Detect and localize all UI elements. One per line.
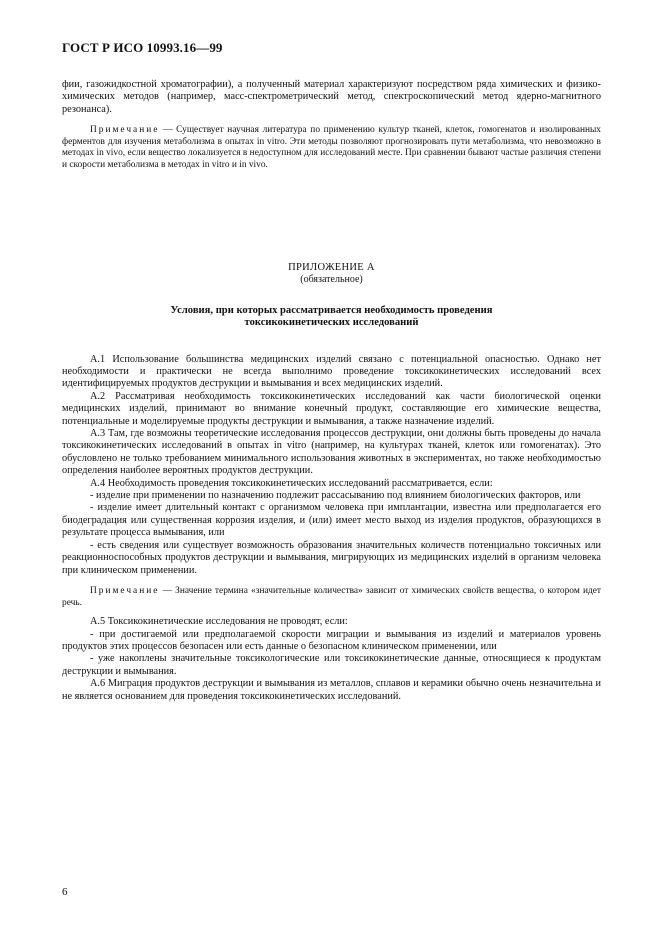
- annex-heading: [62, 305, 601, 330]
- clause-a2: А.2 Рассматривая необходимость токсикокинетических исследований как части биологической оценки медицинских изделий, принимают во внимание конечный продукт, составляющие его химические вещества, потенциальные и моделируемые продукты деструкции и вымывания, а также назначение изделий.: [62, 390, 601, 427]
- clause-a5-item-2: - уже накоплены значительные токсикологические или токсикокинетические данные, относящиеся к продуктам деструкции и вымывания.: [62, 653, 601, 677]
- clause-a5-intro: А.5 Токсикокинетические исследования не проводят, если:: [90, 616, 348, 628]
- note2-text: — Значение термина «значительные количества» зависит от химических свойств вещества, о котором идет речь.: [62, 585, 601, 608]
- note-label: Примечание: [90, 125, 160, 136]
- intro-paragraph: фии, газожидкостной хроматографии), а полученный материал характеризуют посредством ряда химических и физико-химических методов (например, масс-спектрометрический метод, спектроскопический метод ядерно-магнитного резонанса).: [62, 79, 601, 115]
- annex-heading-line2: токсикокинетических исследований: [244, 317, 419, 329]
- clause-a4-intro: А.4 Необходимость проведения токсикокинетических исследований рассматривается, если:: [90, 477, 493, 489]
- clause-a4-item-3: - есть сведения или существует возможность образования значительных количеств потенциально токсичных или реакционноспособных продуктов деструкции и вымывания, мигрирующих из медицинских изделий в организм человека при клиническом применении.: [62, 539, 601, 576]
- note2-label: Примечание: [90, 585, 160, 596]
- note-text: — Существует научная литература по применению культур тканей, клеток, гомогенатов и изолированных ферментов для изучения метаболизма в опытах in vitro. Эти методы позволяют прогнозировать пути метаболизма, что невозможно в методах in vivo, если вещество локализуется в недоступном для исследований месте. При сравнении бывают частые различия степени и скорости метаболизма в методах in vitro и in vivo.: [62, 125, 601, 170]
- clause-a1: А.1 Использование большинства медицинских изделий связано с потенциальной опасностью. Однако нет необходимости и практически не всегда выполнимо проведение токсикокинетических исследований всех идентифицируемых продуктов деструкции и вымывания и всех медицинских изделий.: [62, 353, 601, 390]
- intro-note: [62, 125, 601, 171]
- annex-note: [62, 586, 601, 609]
- clause-a3: А.3 Там, где возможны теоретические исследования процессов деструкции, они должны быть проведены до начала токсикокинетических исследований в опытах in vitro (например, на культурах тканей, клеток или гомогенатах). Это обусловлено не только требованием минимального использования животных в экспериментах, но также необходимостью определения наиболее вероятных продуктов деструкции.: [62, 428, 601, 477]
- document-page: [62, 40, 601, 703]
- document-header: ГОСТ Р ИСО 10993.16—99: [62, 40, 223, 55]
- clause-a4-item-2: - изделие имеет длительный контакт с организмом человека при имплантации, известна или предполагается его биодеградация или существенная коррозия изделия, и (или) имеет место выход из изделия продуктов, образующихся в результате процесса вымывания, или: [62, 502, 601, 539]
- clause-a6: А.6 Миграция продуктов деструкции и вымывания из металлов, сплавов и керамики обычно очень незначительна и не является основанием для проведения токсикокинетических исследований.: [62, 678, 601, 702]
- clause-a5-item-1: - при достигаемой или предполагаемой скорости миграции и вымывания из изделий и материалов уровень продуктов этих процессов безопасен или есть данные о безопасном клиническом применении, или: [62, 628, 601, 652]
- annex-heading-line1: Условия, при которых рассматривается необходимость проведения: [170, 304, 493, 316]
- annex-subtitle: (обязательное): [300, 273, 363, 285]
- page-number: 6: [62, 886, 68, 898]
- clause-a4-item-1: - изделие при применении по назначению подлежит рассасыванию под влиянием биологических факторов, или: [90, 490, 581, 502]
- annex-title: ПРИЛОЖЕНИЕ А: [288, 261, 375, 273]
